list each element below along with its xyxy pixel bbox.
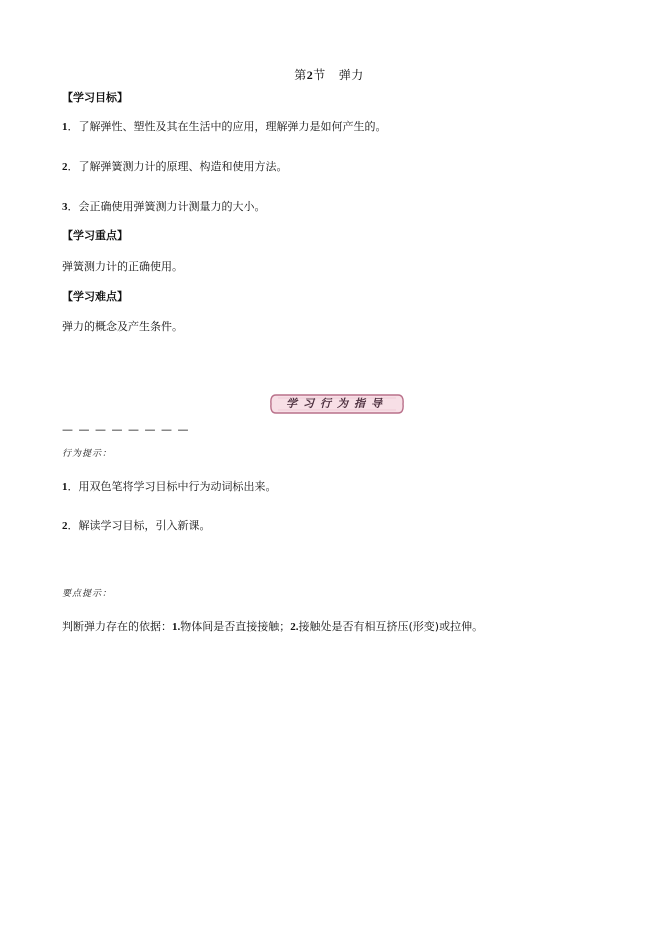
page-title	[0, 66, 658, 83]
key-hint-number-1: 1.	[172, 621, 181, 633]
banner-text: 学习行为指导	[286, 397, 388, 410]
goal-number: 1	[62, 121, 68, 133]
goal-item-3	[62, 198, 266, 214]
goal-text: ．会正确使用弹簧测力计测量力的大小。	[67, 200, 266, 213]
title-suffix: 节	[313, 68, 326, 82]
title-name: 弹力	[338, 68, 364, 82]
behavior-number: 1	[62, 481, 68, 493]
goal-item-1	[62, 118, 387, 134]
behavior-item-1	[62, 478, 277, 494]
section-banner	[268, 393, 406, 415]
key-hint-part-a: 判断弹力存在的依据：	[62, 620, 172, 633]
behavior-item-2	[62, 517, 211, 533]
goal-text: ．了解弹性、塑性及其在生活中的应用，理解弹力是如何产生的。	[67, 120, 387, 133]
behavior-text: ．解读学习目标，引入新课。	[67, 519, 211, 532]
key-point-header: 【学习重点】	[62, 229, 128, 242]
goal-text: ．了解弹簧测力计的原理、构造和使用方法。	[67, 160, 288, 173]
behavior-text: ．用双色笔将学习目标中行为动词标出来。	[67, 480, 277, 493]
key-point-text: 弹簧测力计的正确使用。	[62, 260, 183, 273]
key-hint-part-c: 接触处是否有相互挤压(形变)或拉伸。	[298, 620, 484, 633]
goal-number: 2	[62, 161, 68, 173]
key-hint-part-b: 物体间是否直接接触；	[180, 620, 291, 633]
key-hint-header: 要点提示：	[62, 589, 113, 599]
dash-divider: — — — — — — — —	[62, 423, 190, 436]
difficulty-text: 弹力的概念及产生条件。	[62, 320, 183, 333]
key-hint-number-2: 2.	[290, 621, 299, 633]
goals-header: 【学习目标】	[62, 91, 128, 104]
title-prefix: 第	[294, 68, 307, 82]
key-hint-text	[62, 618, 483, 634]
behavior-number: 2	[62, 520, 68, 532]
difficulty-header: 【学习难点】	[62, 290, 128, 303]
goal-item-2	[62, 158, 288, 174]
title-number: 2	[306, 68, 314, 82]
behavior-header: 行为提示：	[62, 449, 113, 459]
goal-number: 3	[62, 201, 68, 213]
